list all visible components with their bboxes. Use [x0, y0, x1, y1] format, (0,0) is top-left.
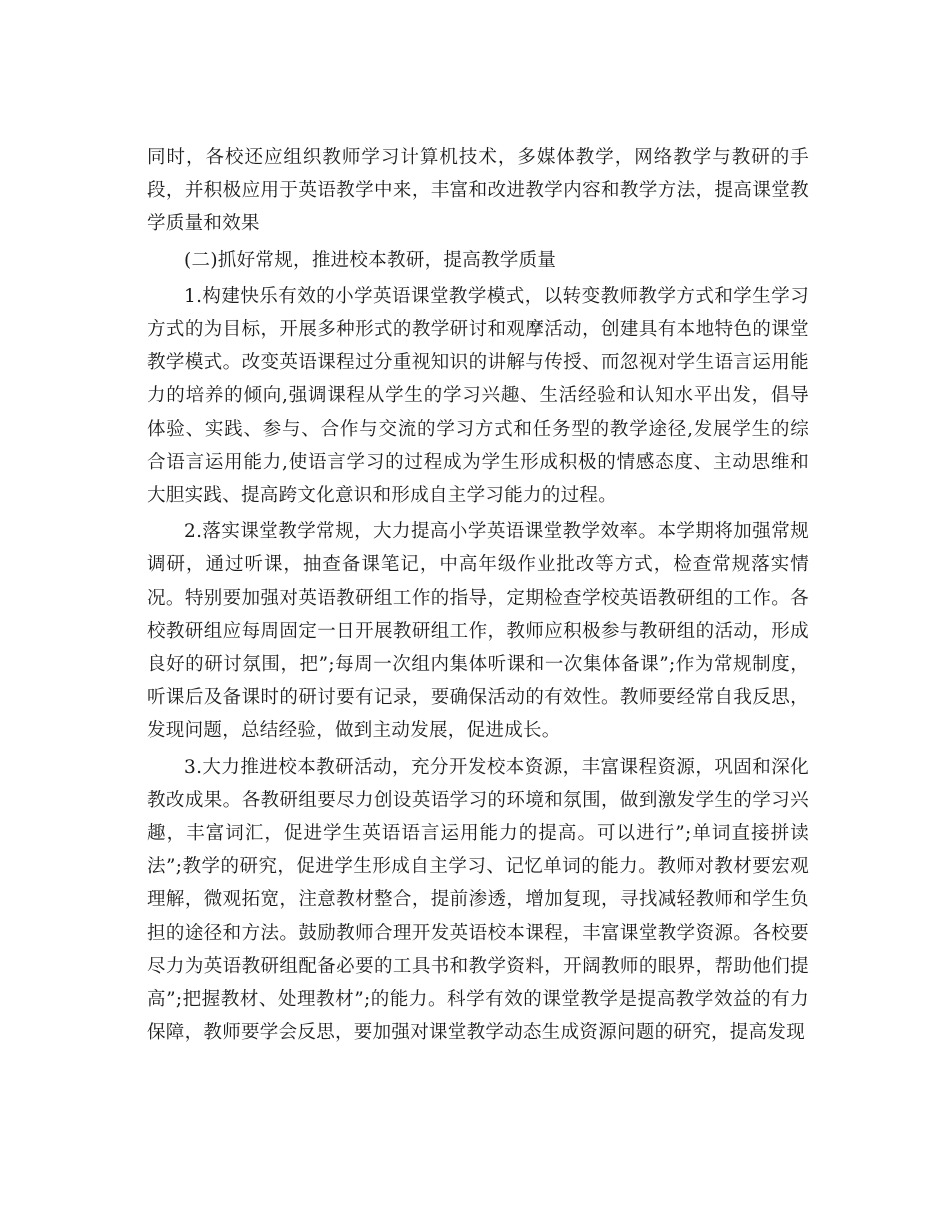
paragraph-item-1: 1.构建快乐有效的小学英语课堂教学模式，以转变教师教学方式和学生学习方式的为目标，开展多种形式的教学研讨和观摩活动，创建具有本地特色的课堂教学模式。改变英语课程过分重视知识的讲解与传授、而忽视对学生语言运用能力的培养的倾向,强调课程从学生的学习兴趣、生活经验和认知水平出发，倡导体验、实践、参与、合作与交流的学习方式和任务型的教学途径,发展学生的综合语言运用能力,使语言学习的过程成为学生形成积极的情感态度、主动思维和大胆实践、提高跨文化意识和形成自主学习能力的过程。: [147, 285, 809, 507]
section-heading: (二)抓好常规，推进校本教研，提高教学质量: [184, 249, 557, 271]
paragraph-continuation: 同时，各校还应组织教师学习计算机技术，多媒体教学，网络教学与教研的手段，并积极应用于英语教学中来，丰富和改进教学内容和教学方法，提高课堂教学质量和效果: [147, 147, 809, 235]
paragraph-item-2: 2.落实课堂教学常规，大力提高小学英语课堂教学效率。本学期将加强常规调研，通过听课，抽查备课笔记，中高年级作业批改等方式，检查常规落实情况。特别要加强对英语教研组工作的指导，定期检查学校英语教研组的工作。各校教研组应每周固定一日开展教研组工作，教师应积极参与教研组的活动，形成良好的研讨氛围，把”;每周一次组内集体听课和一次集体备课”;作为常规制度，听课后及备课时的研讨要有记录，要确保活动的有效性。教师要经常自我反思，发现问题，总结经验，做到主动发展，促进成长。: [147, 521, 809, 742]
document-body: [147, 141, 809, 1049]
paragraph-item-3: 3.大力推进校本教研活动，充分开发校本资源，丰富课程资源，巩固和深化教改成果。各教研组要尽力创设英语学习的环境和氛围，做到激发学生的学习兴趣，丰富词汇，促进学生英语语言运用能力的提高。可以进行”;单词直接拼读法”;教学的研究，促进学生形成自主学习、记忆单词的能力。教师对教材要宏观理解，微观拓宽，注意教材整合，提前渗透，增加复现，寻找减轻教师和学生负担的途径和方法。鼓励教师合理开发英语校本课程，丰富课堂教学资源。各校要尽力为英语教研组配备必要的工具书和教学资料，开阔教师的眼界，帮助他们提高”;把握教材、处理教材”;的能力。科学有效的课堂教学是提高教学效益的有力保障，教师要学会反思，要加强对课堂教学动态生成资源问题的研究，提高发现: [147, 756, 809, 1044]
